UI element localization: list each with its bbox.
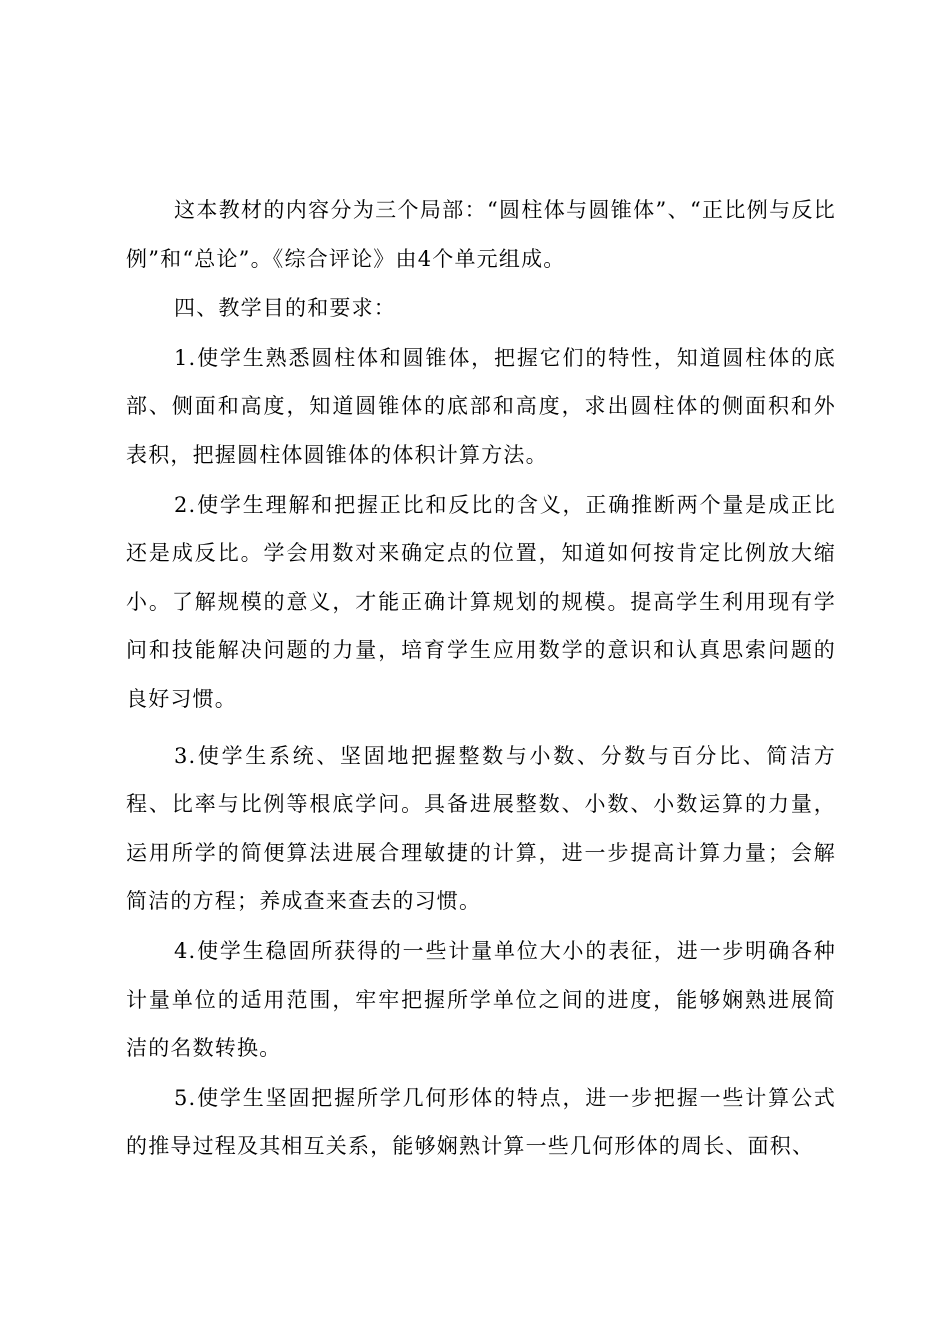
document-body	[126, 186, 836, 1172]
paragraph-goal-3: 3.使学生系统、坚固地把握整数与小数、分数与百分比、简洁方程、比率与比例等根底学问。具备进展整数、小数、小数运算的力量，运用所学的简便算法进展合理敏捷的计算，进一步提高计算力量；会解简洁的方程；养成查来查去的习惯。	[126, 743, 836, 914]
paragraph-section-heading: 四、教学目的和要求：	[174, 296, 396, 321]
paragraph-goal-5: 5.使学生坚固把握所学几何形体的特点，进一步把握一些计算公式的推导过程及其相互关系，能够娴熟计算一些几何形体的周长、面积、	[126, 1085, 836, 1159]
paragraph-goal-1: 1.使学生熟悉圆柱体和圆锥体，把握它们的特性，知道圆柱体的底部、侧面和高度，知道圆锥体的底部和高度，求出圆柱体的侧面积和外表积，把握圆柱体圆锥体的体积计算方法。	[126, 345, 836, 467]
paragraph-goal-2: 2.使学生理解和把握正比和反比的含义，正确推断两个量是成正比还是成反比。学会用数对来确定点的位置，知道如何按肯定比例放大缩小。了解规模的意义，才能正确计算规划的规模。提高学生利用现有学问和技能解决问题的力量，培育学生应用数学的意识和认真思索问题的良好习惯。	[126, 492, 836, 711]
paragraph-textbook-content: 这本教材的内容分为三个局部：“圆柱体与圆锥体”、“正比例与反比例”和“总论”。《综合评论》由4个单元组成。	[126, 198, 836, 271]
paragraph-goal-4: 4.使学生稳固所获得的一些计量单位大小的表征，进一步明确各种计量单位的适用范围，牢牢把握所学单位之间的进度，能够娴熟进展简洁的名数转换。	[126, 938, 836, 1061]
